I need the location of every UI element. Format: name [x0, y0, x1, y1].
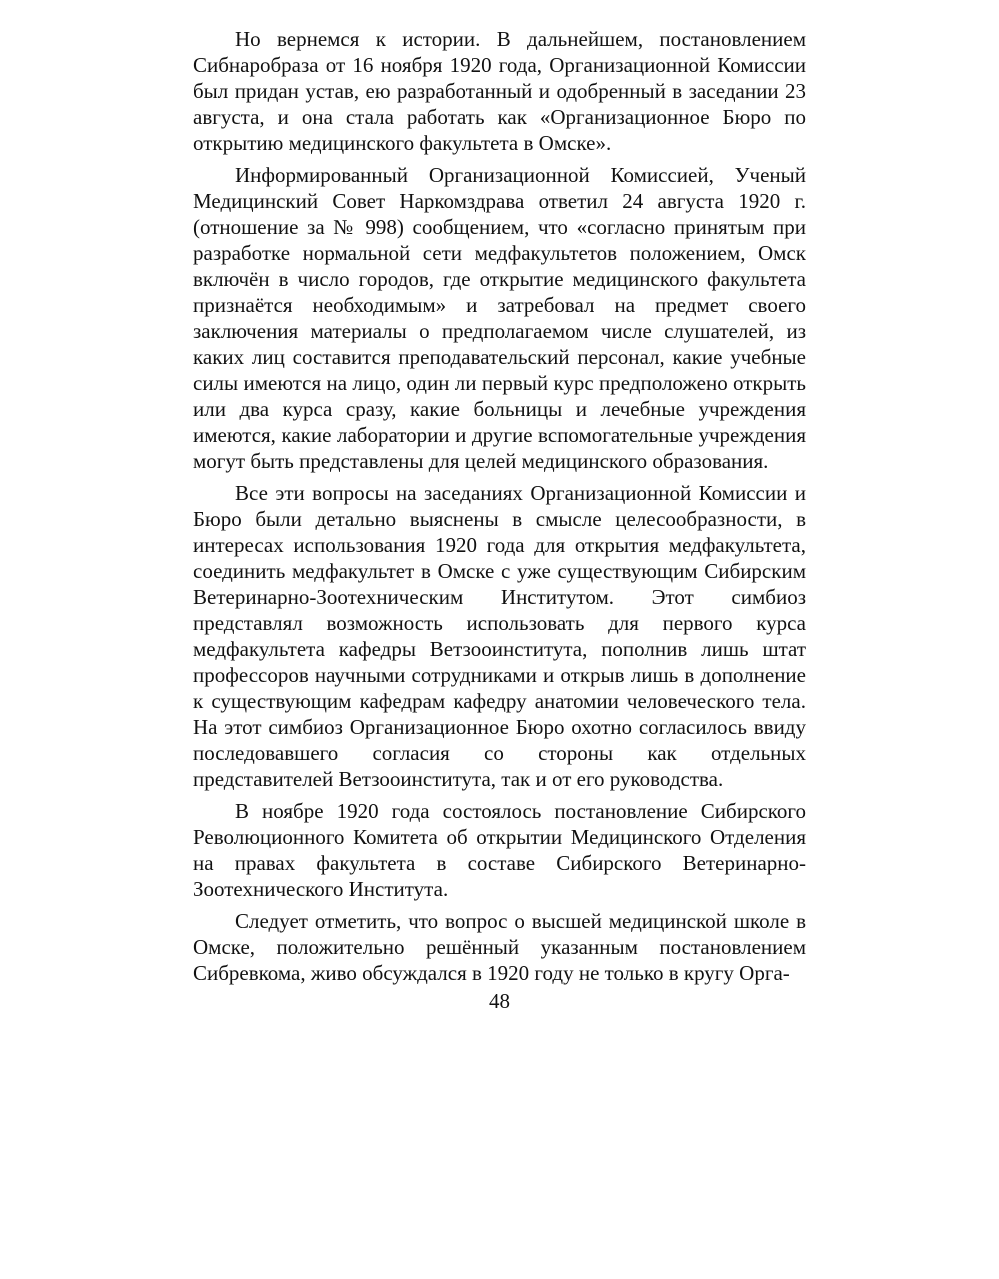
- paragraph: Все эти вопросы на заседаниях Организационной Комиссии и Бюро были детально выяснены в смысле целесообразности, в интересах использования 1920 года для открытия медфакультета, соединить медфакультет в Омске с уже существующим Сибирским Ветеринарно-Зоотехническим Институтом. Этот симбиоз представлял возможность использовать для первого курса медфакультета кафедры Ветзооинститута, пополнив лишь штат профессоров научными сотрудниками и открыв лишь в дополнение к существующим кафедрам кафедру анатомии человеческого тела. На этот симбиоз Организационное Бюро охотно согласилось ввиду последовавшего согласия со стороны как отдельных представителей Ветзооинститута, так и от его руководства.: [193, 481, 806, 791]
- paragraph: В ноябре 1920 года состоялось постановление Сибирского Революционного Комитета об открытии Медицинского Отделения на правах факультета в составе Сибирского Ветеринарно-Зоотехнического Института.: [193, 799, 806, 901]
- page-number: 48: [489, 989, 510, 1013]
- page-body: [193, 26, 806, 992]
- paragraph: Но вернемся к истории. В дальнейшем, постановлением Сибнаробраза от 16 ноября 1920 года, Организационной Комиссии был придан устав, ею разработанный и одобренный в заседании 23 августа, и она стала работать как «Организационное Бюро по открытию медицинского факультета в Омске».: [193, 27, 806, 155]
- paragraph: Информированный Организационной Комиссией, Ученый Медицинский Совет Наркомздрава ответил 24 августа 1920 г. (отношение за № 998) сообщением, что «согласно принятым при разработке нормальной сети медфакультетов положением, Омск включён в число городов, где открытие медицинского факультета признаётся необходимым» и затребовал на предмет своего заключения материалы о предполагаемом числе слушателей, из каких лиц составится преподавательский персонал, какие учебные силы имеются на лицо, один ли первый курс предположено открыть или два курса сразу, какие больницы и лечебные учреждения имеются, какие лаборатории и другие вспомогательные учреждения могут быть представлены для целей медицинского образования.: [193, 163, 806, 473]
- paragraph: Следует отметить, что вопрос о высшей медицинской школе в Омске, положительно решённый указанным постановлением Сибревкома, живо обсуждался в 1920 году не только в кругу Орга-: [193, 909, 806, 985]
